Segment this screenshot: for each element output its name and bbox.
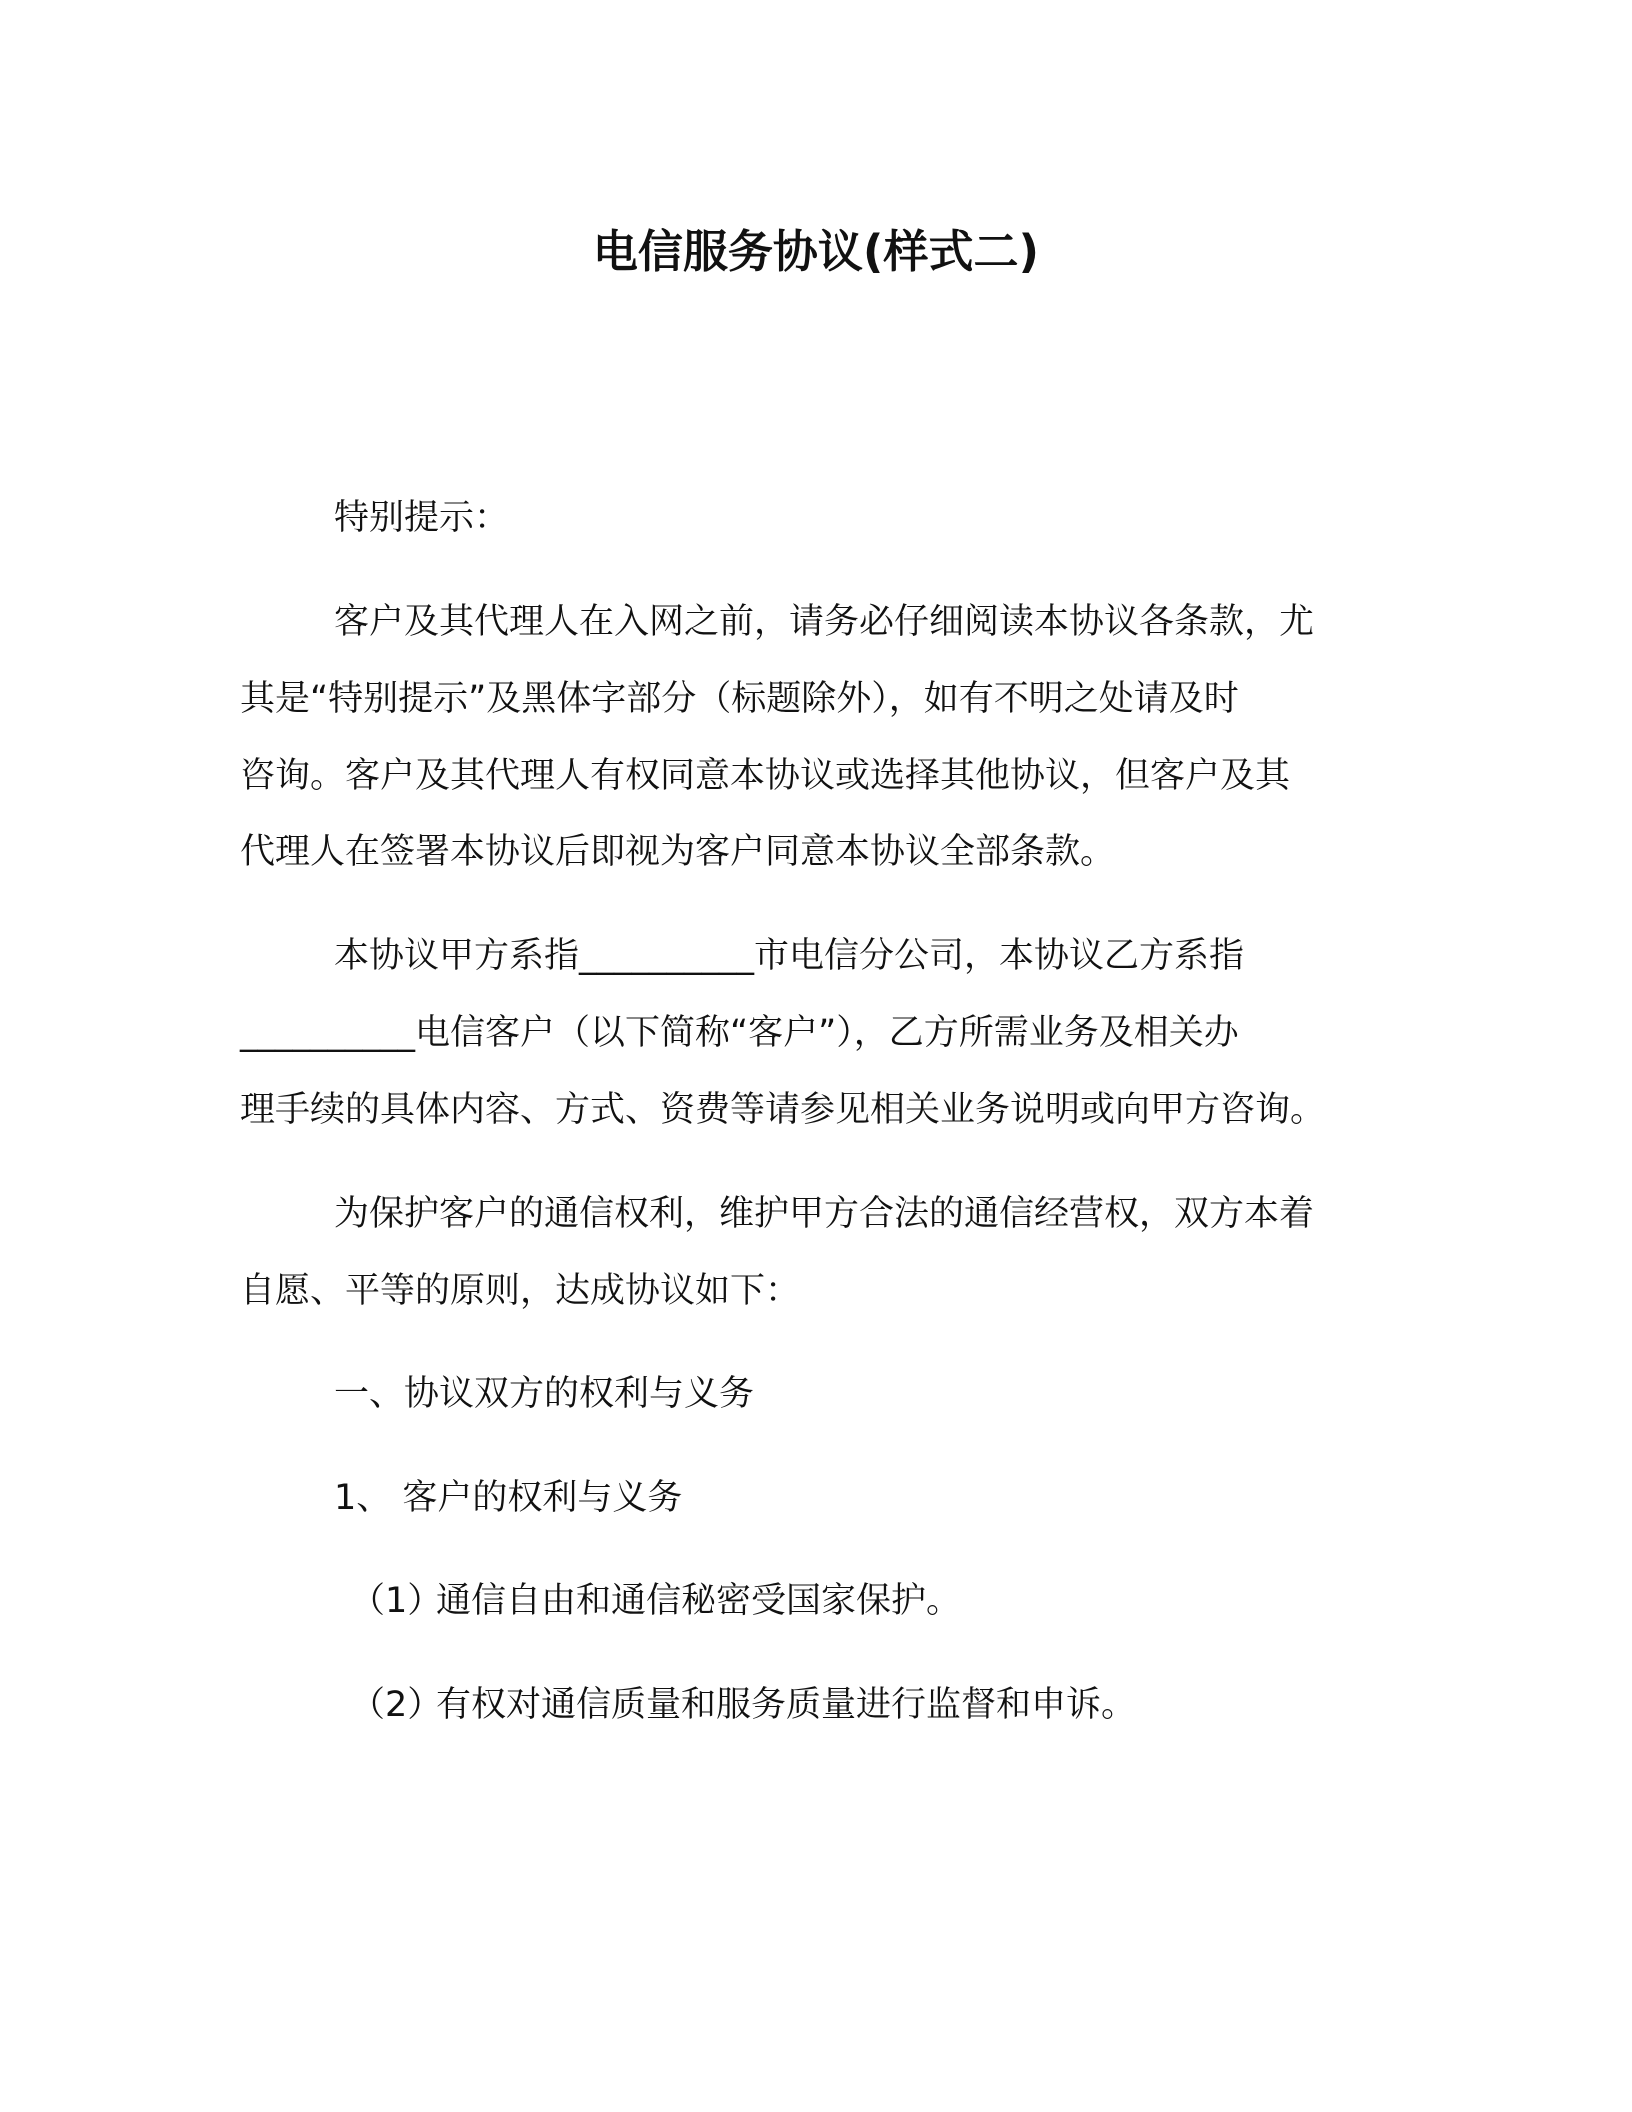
parties-line: 本协议甲方系指__________市电信分公司，本协议乙方系指 [334,936,1245,976]
parties-line: __________电信客户（以下简称“客户”），乙方所需业务及相关办 [240,1013,1239,1053]
subsection-heading: 1、 客户的权利与义务 [334,1478,683,1518]
notice-line: 咨询。客户及其代理人有权同意本协议或选择其他协议，但客户及其 [240,756,1291,796]
list-item [350,1563,1500,1639]
purpose-line: 为保护客户的通信权利，维护甲方合法的通信经营权，双方本着 [334,1194,1315,1234]
document-title: 电信服务协议(样式二) [592,225,1040,278]
special-notice-heading: 特别提示： [334,498,510,538]
purpose-line: 自愿、平等的原则，达成协议如下： [240,1271,801,1311]
notice-line: 其是“特别提示”及黑体字部分（标题除外），如有不明之处请及时 [240,679,1239,719]
list-item-text: 有权对通信质量和服务质量进行监督和申诉。 [436,1685,1137,1725]
list-item [350,1667,1500,1743]
notice-line: 代理人在签署本协议后即视为客户同意本协议全部条款。 [240,832,1116,872]
list-item-number: （2） [350,1685,443,1725]
list-item-text: 通信自由和通信秘密受国家保护。 [436,1581,962,1621]
section-heading: 一、协议双方的权利与义务 [334,1374,755,1414]
list-item-number: （1） [350,1581,443,1621]
notice-line: 客户及其代理人在入网之前，请务必仔细阅读本协议各条款，尤 [334,602,1315,642]
parties-line: 理手续的具体内容、方式、资费等请参见相关业务说明或向甲方咨询。 [240,1090,1326,1130]
